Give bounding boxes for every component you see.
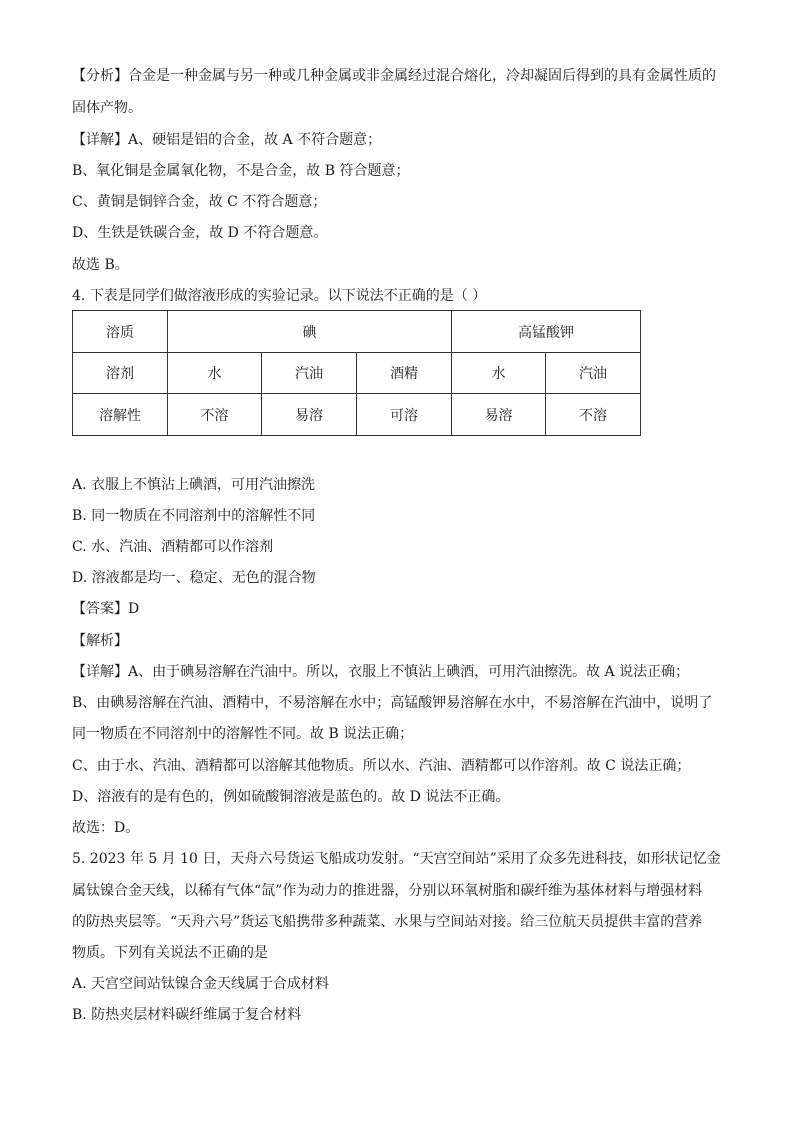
detail-a: 【详解】A、硬铝是铝的合金，故 A 不符合题意；	[72, 132, 382, 148]
explanation-line: 同一物质在不同溶剂中的溶解性不同。故 B 说法正确；	[72, 726, 414, 742]
q5-option-a: A. 天宫空间站钛镍合金天线属于合成材料	[72, 976, 330, 992]
choose-line-q4: 故选：D。	[72, 820, 140, 836]
detail-c: C、黄铜是铜锌合金，故 C 不符合题意；	[72, 194, 327, 210]
table-cell: 易溶	[452, 394, 546, 436]
table-cell: 酒精	[357, 353, 452, 394]
analysis-line-1: 【分析】合金是一种金属与另一种或几种金属或非金属经过混合熔化，冷却凝固后得到的具有金属性质的	[72, 68, 716, 84]
explanation-line: B、由碘易溶解在汽油、酒精中，不易溶解在水中；高锰酸钾易溶解在水中，不易溶解在汽油中，说明了	[72, 695, 713, 711]
table-cell: 易溶	[262, 394, 357, 436]
table-cell: 溶剂	[73, 353, 168, 394]
table-cell: 可溶	[357, 394, 452, 436]
table-cell: 溶质	[73, 311, 168, 353]
q5-option-b: B. 防热夹层材料碳纤维属于复合材料	[72, 1007, 302, 1023]
table-cell: 溶解性	[73, 394, 168, 436]
question-5-stem-line: 物质。下列有关说法不正确的是	[72, 945, 268, 961]
table-row	[73, 353, 641, 394]
question-4-stem: 4. 下表是同学们做溶液形成的实验记录。以下说法不正确的是（ ）	[72, 288, 487, 304]
table-row	[73, 311, 641, 353]
table-cell: 高锰酸钾	[452, 311, 641, 353]
question-5-stem-line: 属钛镍合金天线，以稀有气体“氙”作为动力的推进器，分别以环氧树脂和碳纤维为基体材料与增强材料	[72, 883, 703, 899]
option-b: B. 同一物质在不同溶剂中的溶解性不同	[72, 508, 316, 524]
question-5-stem-line: 的防热夹层等。“天舟六号”货运飞船携带多种蔬菜、水果与空间站对接。给三位航天员提供丰富的营养	[72, 914, 703, 930]
option-c: C. 水、汽油、酒精都可以作溶剂	[72, 539, 274, 555]
choose-line: 故选 B。	[72, 257, 129, 273]
table-cell: 不溶	[168, 394, 262, 436]
table-cell: 汽油	[546, 353, 641, 394]
option-d: D. 溶液都是均一、稳定、无色的混合物	[72, 570, 316, 586]
answer-line: 【答案】D	[72, 601, 140, 617]
jiexi-line: 【解析】	[72, 633, 128, 649]
detail-d: D、生铁是铁碳合金，故 D 不符合题意。	[72, 225, 328, 241]
table-cell: 汽油	[262, 353, 357, 394]
analysis-line-2: 固体产物。	[72, 100, 142, 116]
explanation-line: C、由于水、汽油、酒精都可以溶解其他物质。所以水、汽油、酒精都可以作溶剂。故 C 说法正确；	[72, 758, 691, 774]
table-cell: 碘	[168, 311, 452, 353]
question-5-stem-line: 5. 2023 年 5 月 10 日，天舟六号货运飞船成功发射。“天宫空间站”采用了众多先进科技，如形状记忆金	[72, 851, 721, 867]
detail-b: B、氧化铜是金属氧化物，不是合金，故 B 符合题意；	[72, 163, 410, 179]
table-row	[73, 394, 641, 436]
option-a: A. 衣服上不慎沾上碘酒，可用汽油擦洗	[72, 477, 316, 493]
table-cell: 水	[452, 353, 546, 394]
explanation-line: 【详解】A、由于碘易溶解在汽油中。所以，衣服上不慎沾上碘酒，可用汽油擦洗。故 A 说法正确；	[72, 664, 690, 680]
table-cell: 不溶	[546, 394, 641, 436]
solubility-table	[72, 310, 641, 436]
table-cell: 水	[168, 353, 262, 394]
explanation-line: D、溶液有的是有色的，例如硫酸铜溶液是蓝色的。故 D 说法不正确。	[72, 789, 510, 805]
